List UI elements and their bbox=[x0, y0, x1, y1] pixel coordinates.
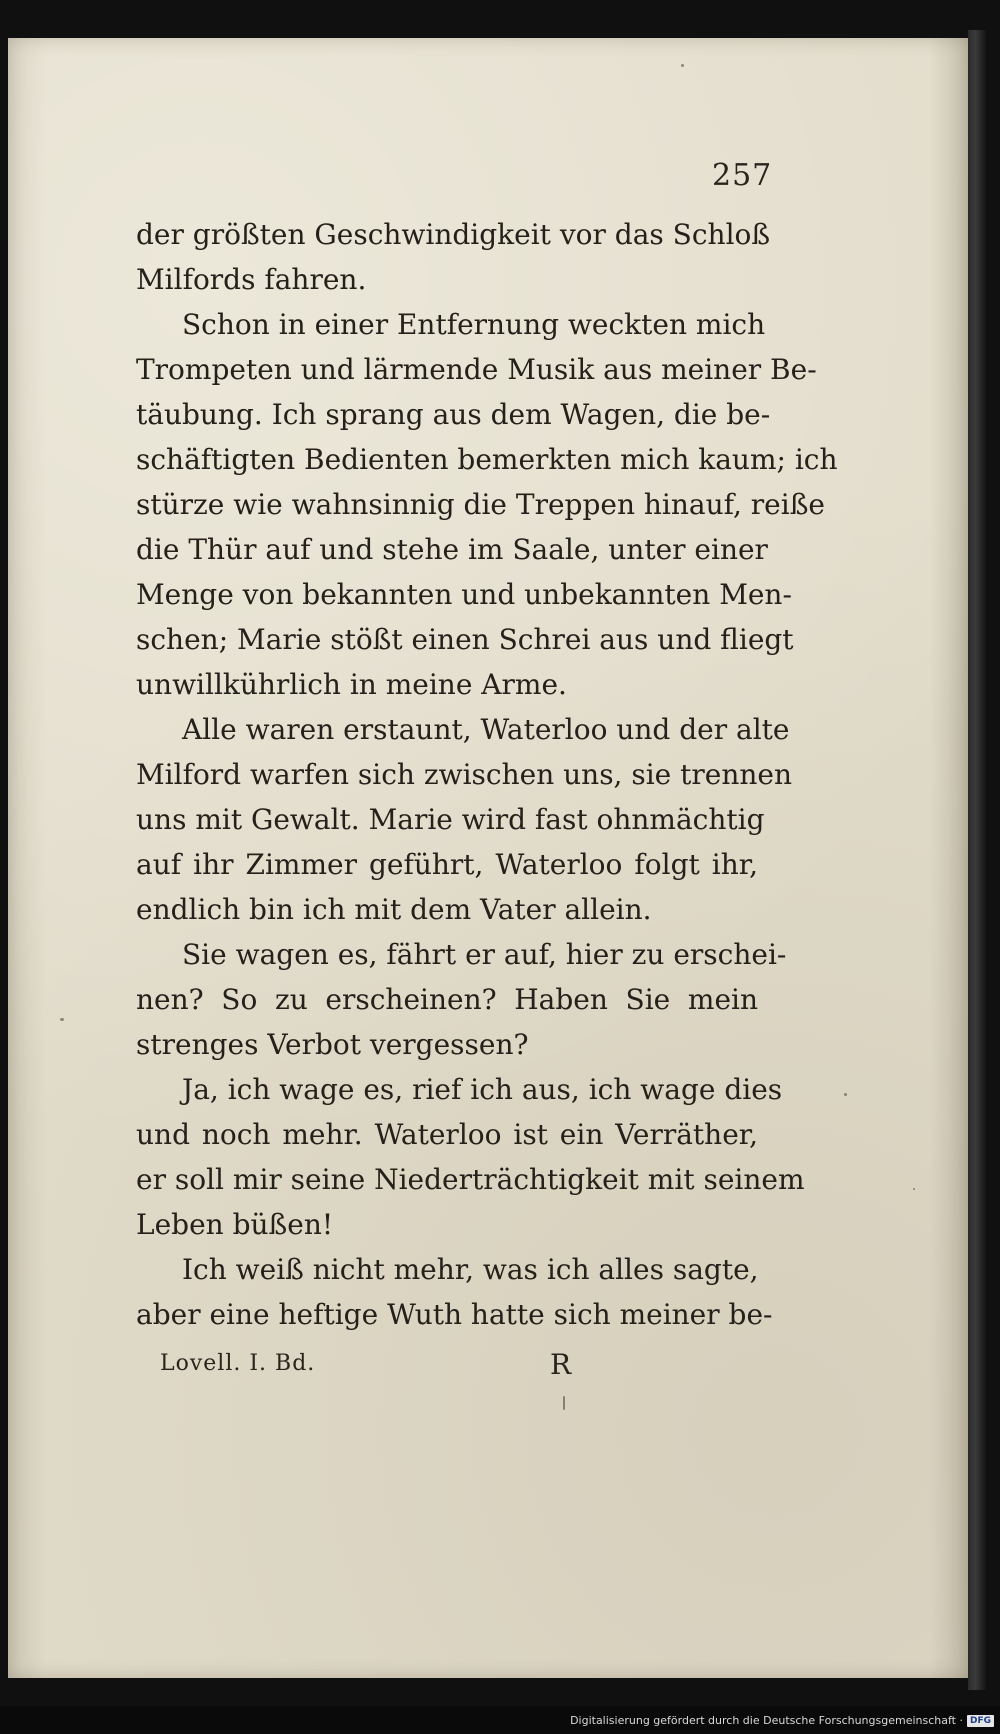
text-line: uns mit Gewalt. Marie wird fast ohnmächtig bbox=[136, 803, 765, 836]
text-line: die Thür auf und stehe im Saale, unter einer bbox=[136, 533, 768, 566]
dfg-logo-icon: DFG bbox=[967, 1715, 994, 1727]
text-line: endlich bin ich mit dem Vater allein. bbox=[136, 893, 652, 926]
text-line: und noch mehr. Waterloo ist ein Verräther, bbox=[136, 1118, 758, 1151]
paper-speck bbox=[913, 1188, 915, 1190]
text-line: stürze wie wahnsinnig die Treppen hinauf, reiße bbox=[136, 488, 825, 521]
text-line: Menge von bekannten und unbekannten Men- bbox=[136, 578, 792, 611]
body-text bbox=[136, 212, 838, 1337]
text-line: Milfords fahren. bbox=[136, 263, 367, 296]
text-line: Alle waren erstaunt, Waterloo und der alte bbox=[182, 713, 790, 746]
text-line: er soll mir seine Niederträchtigkeit mit seinem bbox=[136, 1163, 805, 1196]
text-line: täubung. Ich sprang aus dem Wagen, die be- bbox=[136, 398, 771, 431]
text-line: schen; Marie stößt einen Schrei aus und fliegt bbox=[136, 623, 794, 656]
text-line: Trompeten und lärmende Musik aus meiner Be- bbox=[136, 353, 817, 386]
text-line: Ja, ich wage es, rief ich aus, ich wage dies bbox=[182, 1073, 783, 1106]
text-line: Sie wagen es, fährt er auf, hier zu erschei- bbox=[182, 938, 787, 971]
text-line: Schon in einer Entfernung weckten mich bbox=[182, 308, 766, 341]
text-line: Leben büßen! bbox=[136, 1208, 334, 1241]
paper-speck bbox=[844, 1093, 847, 1096]
text-line: aber eine heftige Wuth hatte sich meiner be- bbox=[136, 1298, 773, 1331]
page-number: 257 bbox=[712, 158, 773, 193]
paper-speck bbox=[563, 1396, 565, 1410]
text-line: Milford warfen sich zwischen uns, sie trennen bbox=[136, 758, 793, 791]
text-line: unwillkührlich in meine Arme. bbox=[136, 668, 567, 701]
dfg-credit-text: Digitalisierung gefördert durch die Deutsche Forschungsgemeinschaft · bbox=[570, 1714, 963, 1727]
text-line: schäftigten Bedienten bemerkten mich kaum; ich bbox=[136, 443, 838, 476]
paper-speck bbox=[60, 1018, 64, 1021]
book-edge bbox=[968, 30, 986, 1690]
text-line: strenges Verbot vergessen? bbox=[136, 1028, 529, 1061]
printer-signature: Lovell. I. Bd. bbox=[160, 1351, 316, 1376]
sheet-mark: R bbox=[550, 1348, 572, 1381]
text-line: Ich weiß nicht mehr, was ich alles sagte, bbox=[182, 1253, 759, 1286]
text-line: der größten Geschwindigkeit vor das Schloß bbox=[136, 218, 771, 251]
text-line: auf ihr Zimmer geführt, Waterloo folgt ihr, bbox=[136, 848, 758, 881]
dfg-credit bbox=[570, 1714, 994, 1727]
paper-speck bbox=[681, 64, 684, 67]
text-line: nen? So zu erscheinen? Haben Sie mein bbox=[136, 983, 758, 1016]
